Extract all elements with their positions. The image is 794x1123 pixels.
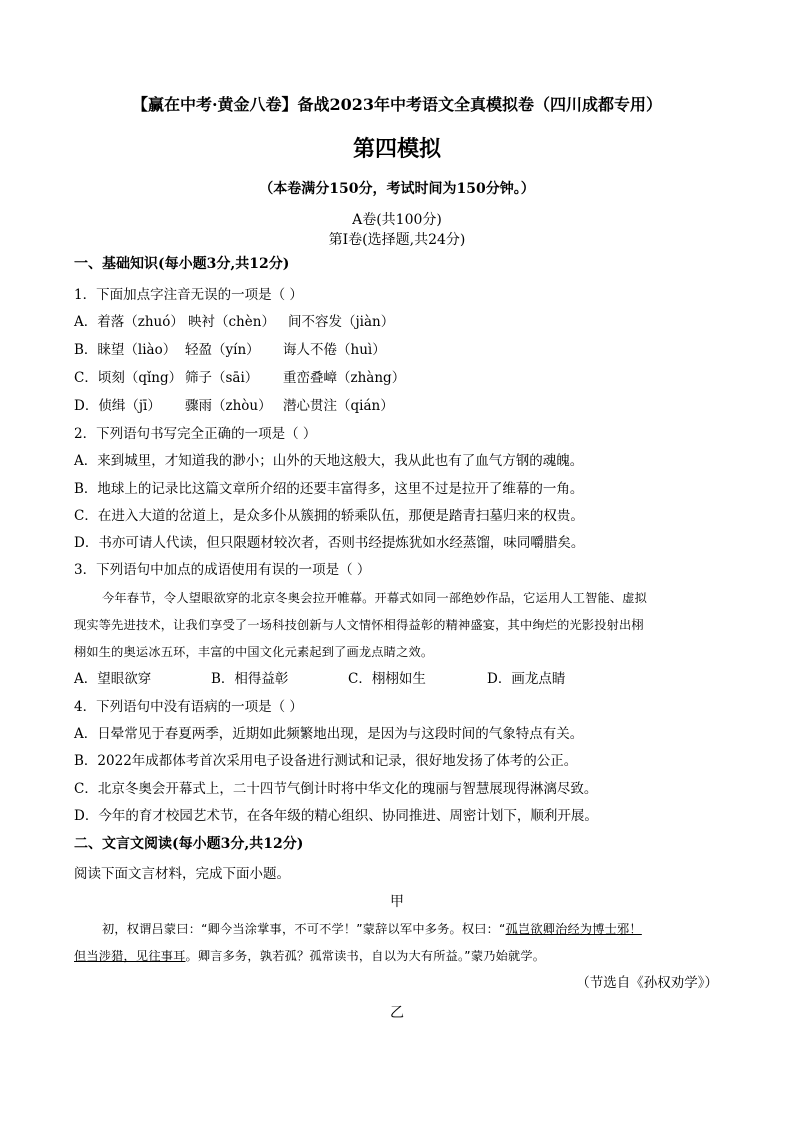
q2-option-d: D．书亦可请人代读，但只限题材较次者，否则书经提炼犹如水经蒸馏，味同嚼腊矣。 [74, 535, 585, 551]
paper-part1-heading: 第Ⅰ卷(选择题,共24分) [328, 232, 466, 248]
q3-passage-line2: 现实等先进技术，让我们享受了一场科技创新与人文情怀相得益彰的精神盛宴，其中绚烂的光影投射出栩 [74, 618, 644, 632]
section2-instruction: 阅读下面文言材料，完成下面小题。 [74, 866, 290, 882]
q4-option-b: B．2022年成都体考首次采用电子设备进行测试和记录，很好地发扬了体考的公正。 [74, 753, 578, 769]
passage-a-line1-plain: 初，权谓吕蒙曰：“卿今当涂掌事，不可不学！”蒙辞以军中多务。权曰：“ [102, 922, 506, 936]
passage-a-line1-underlined: 孤岂欲卿治经为博士邪！ [505, 922, 642, 936]
q1-option-d-word1: D．侦缉（jī） [74, 398, 161, 414]
q1-option-c-word3: 重峦叠嶂（zhàng） [283, 370, 406, 386]
q3-passage-line1: 今年春节，令人望眼欲穿的北京冬奥会拉开帷幕。开幕式如同一部绝妙作品，它运用人工智能、虚拟 [102, 591, 648, 605]
q1-option-d-word2: 骤雨（zhòu） [185, 398, 272, 414]
q3-option-a: A．望眼欲穿 [74, 671, 152, 687]
section1-title: 一、基础知识(每小题3分,共12分) [74, 256, 290, 272]
mock-title: 第四模拟 [352, 136, 441, 162]
q1-option-b-word1: B．睐望（liào） [74, 342, 177, 358]
q3-passage-line3: 栩如生的奥运冰五环，丰富的中国文化元素起到了画龙点睛之效。 [74, 645, 434, 659]
q4-option-d: D．今年的育才校园艺术节，在各年级的精心组织、协同推进、周密计划下，顺利开展。 [74, 808, 598, 824]
passage-a-line2-underlined: 但当涉猎，见往事耳 [74, 949, 186, 963]
q1-option-a-word2: 映衬（chèn） [188, 314, 275, 330]
passage-a-label: 甲 [390, 894, 404, 910]
q2-option-b: B．地球上的记录比这篇文章所介绍的还要丰富得多，这里不过是拉开了维幕的一角。 [74, 481, 584, 497]
q1-option-c-word1: C．顷刻（qǐng） [74, 370, 183, 386]
exam-note: （本卷满分150分，考试时间为150分钟。） [259, 181, 535, 197]
q4-option-c: C．北京冬奥会开幕式上，二十四节气倒计时将中华文化的瑰丽与智慧展现得淋漓尽致。 [74, 781, 598, 797]
q4-stem: 4．下列语句中没有语病的一项是（ ） [74, 699, 303, 715]
passage-a-line2 [74, 947, 545, 965]
exam-title: 【赢在中考·黄金八卷】备战2023年中考语文全真模拟卷（四川成都专用） [131, 95, 663, 114]
section2-title: 二、文言文阅读(每小题3分,共12分) [74, 836, 304, 852]
q3-stem: 3．下列语句中加点的成语使用有误的一项是（ ） [74, 562, 371, 578]
passage-a-source: （节选自《孙权劝学》） [576, 975, 718, 991]
passage-a-line1 [102, 920, 642, 938]
q1-option-b-word3: 诲人不倦（huì） [283, 342, 386, 358]
passage-a-line2-plain: 。卿言多务，孰若孤？孤常读书，自以为大有所益。”蒙乃始就学。 [185, 949, 546, 963]
q1-option-a-word1: A．着落（zhuó） [74, 314, 184, 330]
passage-b-label: 乙 [390, 1005, 404, 1021]
q4-option-a: A．日晕常见于春夏两季，近期如此频繁地出现，是因为与这段时间的气象特点有关。 [74, 726, 584, 742]
q2-option-a: A．来到城里，才知道我的渺小；山外的天地这般大，我从此也有了血气方钢的魂魄。 [74, 453, 584, 469]
q2-option-c: C．在进入大道的岔道上，是众多仆从簇拥的轿乘队伍，那便是踏青扫墓归来的权贵。 [74, 508, 584, 524]
paper-a-heading: A卷(共100分) [352, 212, 442, 228]
q3-option-c: C．栩栩如生 [348, 671, 426, 687]
q1-option-d-word3: 潜心贯注（qián） [283, 398, 394, 414]
q3-option-b: B．相得益彰 [211, 671, 289, 687]
q1-option-c-word2: 筛子（sāi） [185, 370, 259, 386]
q3-option-d: D．画龙点睛 [487, 671, 566, 687]
q1-option-b-word2: 轻盈（yín） [185, 342, 260, 358]
q1-option-a-word3: 间不容发（jiàn） [288, 314, 395, 330]
q2-stem: 2．下列语句书写完全正确的一项是（ ） [74, 426, 317, 442]
q1-stem: 1．下面加点字注音无误的一项是（ ） [74, 287, 303, 303]
